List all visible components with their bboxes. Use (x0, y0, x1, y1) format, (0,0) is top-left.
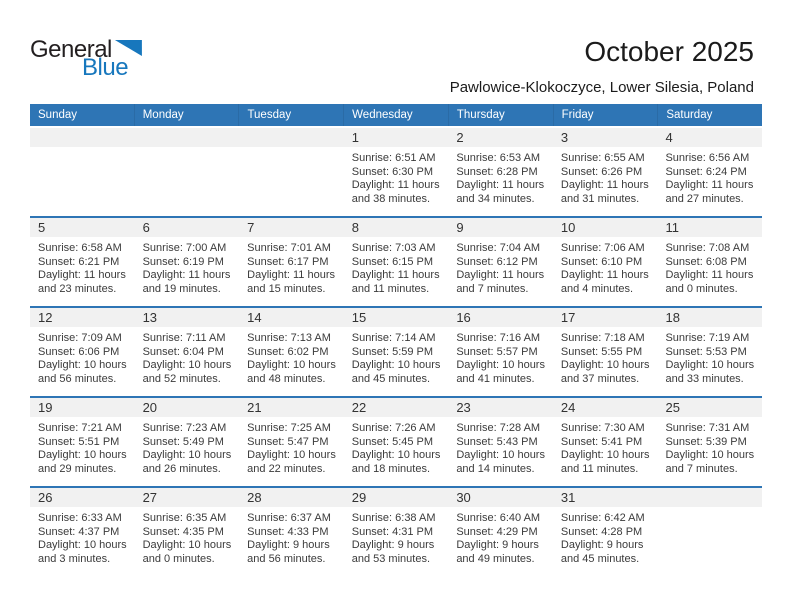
daylight-text-line2: and 19 minutes. (142, 282, 221, 295)
sunset-text: Sunset: 6:12 PM (456, 255, 538, 268)
daylight-text-line2: and 48 minutes. (247, 372, 326, 385)
daylight-text-line2: and 52 minutes. (142, 372, 221, 385)
sunrise-text: Sunrise: 7:06 AM (560, 242, 645, 254)
daylight-text-line2: and 41 minutes. (456, 372, 535, 385)
day-cell-24 (553, 398, 658, 486)
sunset-text: Sunset: 6:21 PM (38, 255, 120, 268)
empty-day-cell (239, 128, 344, 216)
sunset-text: Sunset: 4:31 PM (351, 525, 434, 538)
day-number: 17 (553, 308, 658, 327)
sunrise-text: Sunrise: 7:09 AM (38, 332, 122, 344)
empty-day-cell (135, 128, 240, 216)
sunset-text: Sunset: 5:51 PM (38, 435, 120, 448)
day-number: 28 (239, 488, 344, 507)
daylight-text-line1: Daylight: 9 hours (456, 539, 539, 551)
day-number: 16 (448, 308, 553, 327)
sunrise-text: Sunrise: 7:30 AM (560, 422, 645, 434)
sunset-text: Sunset: 6:17 PM (247, 255, 329, 268)
sunset-text: Sunset: 5:53 PM (665, 345, 747, 358)
daylight-text-line2: and 14 minutes. (456, 462, 535, 475)
day-cell-1 (344, 128, 449, 216)
daylight-text-line1: Daylight: 10 hours (142, 539, 232, 551)
daylight-text-line1: Daylight: 10 hours (351, 449, 441, 461)
week-row-1 (30, 126, 762, 216)
calendar-weeks (30, 126, 762, 576)
daylight-text-line2: and 31 minutes. (560, 192, 640, 205)
daylight-text-line2: and 3 minutes. (38, 552, 111, 565)
sunrise-text: Sunrise: 7:16 AM (456, 332, 541, 344)
daylight-text-line1: Daylight: 10 hours (665, 359, 755, 371)
day-number: 12 (30, 308, 135, 327)
sunset-text: Sunset: 6:02 PM (247, 345, 329, 358)
daylight-text-line2: and 45 minutes. (560, 552, 640, 565)
daylight-text-line1: Daylight: 10 hours (351, 359, 441, 371)
sunrise-text: Sunrise: 7:13 AM (247, 332, 331, 344)
daylight-text-line1: Daylight: 11 hours (38, 269, 126, 281)
daylight-text-line2: and 56 minutes. (38, 372, 117, 385)
daylight-text-line2: and 56 minutes. (247, 552, 326, 565)
day-cell-3 (553, 128, 658, 216)
day-number: 11 (657, 218, 762, 237)
day-cell-8 (344, 218, 449, 306)
daylight-text-line1: Daylight: 10 hours (560, 449, 650, 461)
day-number: 22 (344, 398, 449, 417)
day-cell-30 (448, 488, 553, 576)
week-row-3 (30, 306, 762, 396)
daylight-text-line2: and 15 minutes. (247, 282, 326, 295)
daylight-text-line1: Daylight: 11 hours (351, 269, 440, 281)
daylight-text-line1: Daylight: 11 hours (560, 179, 649, 191)
daylight-text-line1: Daylight: 10 hours (456, 359, 545, 371)
empty-day-cell (30, 128, 135, 216)
daylight-text-line1: Daylight: 9 hours (351, 539, 435, 551)
day-number-band-empty (135, 128, 240, 147)
sunset-text: Sunset: 4:37 PM (38, 525, 120, 538)
sunrise-text: Sunrise: 7:23 AM (142, 422, 227, 434)
day-cell-26 (30, 488, 135, 576)
sunrise-text: Sunrise: 6:56 AM (665, 152, 750, 164)
day-cell-13 (135, 308, 240, 396)
daylight-text-line2: and 4 minutes. (560, 282, 634, 295)
day-number: 7 (239, 218, 344, 237)
sunrise-text: Sunrise: 7:08 AM (665, 242, 750, 254)
weekday-header-sunday: Sunday (38, 109, 78, 121)
sunset-text: Sunset: 5:47 PM (247, 435, 329, 448)
sunrise-text: Sunrise: 6:40 AM (456, 512, 541, 524)
day-number: 2 (448, 128, 553, 147)
daylight-text-line1: Daylight: 10 hours (456, 449, 545, 461)
daylight-text-line1: Daylight: 11 hours (351, 179, 440, 191)
day-cell-16 (448, 308, 553, 396)
weekday-header-monday: Monday (134, 104, 239, 126)
day-number: 31 (553, 488, 658, 507)
empty-day-cell (657, 488, 762, 576)
weekday-header-saturday: Saturday (657, 104, 762, 126)
weekday-header-wednesday: Wednesday (343, 104, 448, 126)
day-number: 30 (448, 488, 553, 507)
sunset-text: Sunset: 5:55 PM (560, 345, 643, 358)
daylight-text-line2: and 45 minutes. (351, 372, 431, 385)
day-cell-2 (448, 128, 553, 216)
day-cell-11 (657, 218, 762, 306)
sunset-text: Sunset: 4:35 PM (142, 525, 224, 538)
day-number: 15 (344, 308, 449, 327)
day-number: 8 (344, 218, 449, 237)
daylight-text-line2: and 27 minutes. (665, 192, 744, 205)
daylight-text-line1: Daylight: 10 hours (247, 449, 336, 461)
weekday-header-row (30, 104, 762, 126)
day-number: 3 (553, 128, 658, 147)
weekday-header-tuesday: Tuesday (238, 104, 343, 126)
day-cell-5 (30, 218, 135, 306)
sunset-text: Sunset: 6:26 PM (560, 165, 643, 178)
weekday-header-thursday: Thursday (448, 104, 553, 126)
day-number: 25 (657, 398, 762, 417)
day-number: 19 (30, 398, 135, 417)
day-cell-27 (135, 488, 240, 576)
week-row-4 (30, 396, 762, 486)
daylight-text-line1: Daylight: 11 hours (247, 269, 336, 281)
calendar-grid (30, 104, 762, 576)
daylight-text-line2: and 7 minutes. (665, 462, 738, 475)
sunrise-text: Sunrise: 7:04 AM (456, 242, 541, 254)
daylight-text-line1: Daylight: 11 hours (560, 269, 649, 281)
sunrise-text: Sunrise: 6:53 AM (456, 152, 541, 164)
daylight-text-line2: and 0 minutes. (665, 282, 738, 295)
logo-text-general: General (30, 36, 112, 63)
logo-text-blue: Blue (82, 54, 129, 81)
sunset-text: Sunset: 6:15 PM (351, 255, 434, 268)
day-number: 13 (135, 308, 240, 327)
day-cell-7 (239, 218, 344, 306)
sunrise-text: Sunrise: 6:58 AM (38, 242, 122, 254)
day-number: 20 (135, 398, 240, 417)
sunrise-text: Sunrise: 6:55 AM (560, 152, 645, 164)
daylight-text-line1: Daylight: 9 hours (560, 539, 644, 551)
day-cell-10 (553, 218, 658, 306)
day-cell-15 (344, 308, 449, 396)
sunset-text: Sunset: 4:33 PM (247, 525, 329, 538)
daylight-text-line1: Daylight: 10 hours (142, 449, 232, 461)
sunrise-text: Sunrise: 7:31 AM (665, 422, 750, 434)
day-cell-23 (448, 398, 553, 486)
daylight-text-line1: Daylight: 10 hours (560, 359, 650, 371)
sunrise-text: Sunrise: 6:42 AM (560, 512, 645, 524)
daylight-text-line2: and 33 minutes. (665, 372, 744, 385)
daylight-text-line2: and 11 minutes. (351, 282, 430, 295)
sunrise-text: Sunrise: 7:14 AM (351, 332, 436, 344)
sunset-text: Sunset: 4:29 PM (456, 525, 538, 538)
day-number: 18 (657, 308, 762, 327)
day-number: 29 (344, 488, 449, 507)
day-cell-19 (30, 398, 135, 486)
daylight-text-line1: Daylight: 11 hours (665, 179, 754, 191)
sunrise-text: Sunrise: 6:37 AM (247, 512, 331, 524)
day-cell-20 (135, 398, 240, 486)
sunrise-text: Sunrise: 7:01 AM (247, 242, 331, 254)
sunrise-text: Sunrise: 7:21 AM (38, 422, 122, 434)
day-cell-25 (657, 398, 762, 486)
day-number: 21 (239, 398, 344, 417)
sunrise-text: Sunrise: 7:19 AM (665, 332, 750, 344)
day-cell-28 (239, 488, 344, 576)
daylight-text-line2: and 0 minutes. (142, 552, 215, 565)
day-number: 10 (553, 218, 658, 237)
sunset-text: Sunset: 6:30 PM (351, 165, 434, 178)
day-number: 26 (30, 488, 135, 507)
daylight-text-line1: Daylight: 10 hours (142, 359, 232, 371)
sunrise-text: Sunrise: 6:33 AM (38, 512, 122, 524)
day-number: 5 (30, 218, 135, 237)
daylight-text-line2: and 7 minutes. (456, 282, 529, 295)
day-cell-18 (657, 308, 762, 396)
sunset-text: Sunset: 5:43 PM (456, 435, 538, 448)
daylight-text-line2: and 34 minutes. (456, 192, 535, 205)
daylight-text-line2: and 49 minutes. (456, 552, 535, 565)
day-number: 23 (448, 398, 553, 417)
daylight-text-line1: Daylight: 11 hours (456, 179, 545, 191)
day-cell-6 (135, 218, 240, 306)
day-cell-14 (239, 308, 344, 396)
daylight-text-line2: and 38 minutes. (351, 192, 431, 205)
day-number: 4 (657, 128, 762, 147)
day-number-band-empty (30, 128, 135, 147)
day-number: 24 (553, 398, 658, 417)
daylight-text-line1: Daylight: 11 hours (142, 269, 231, 281)
sunset-text: Sunset: 6:08 PM (665, 255, 747, 268)
sunset-text: Sunset: 6:06 PM (38, 345, 120, 358)
day-cell-4 (657, 128, 762, 216)
sunrise-text: Sunrise: 6:35 AM (142, 512, 227, 524)
sunrise-text: Sunrise: 7:26 AM (351, 422, 436, 434)
day-number: 9 (448, 218, 553, 237)
day-cell-22 (344, 398, 449, 486)
daylight-text-line1: Daylight: 10 hours (665, 449, 755, 461)
day-cell-21 (239, 398, 344, 486)
sunrise-text: Sunrise: 7:28 AM (456, 422, 541, 434)
sunset-text: Sunset: 6:24 PM (665, 165, 747, 178)
sunrise-text: Sunrise: 7:18 AM (560, 332, 645, 344)
sunset-text: Sunset: 5:45 PM (351, 435, 434, 448)
daylight-text-line2: and 53 minutes. (351, 552, 431, 565)
day-cell-29 (344, 488, 449, 576)
day-number: 6 (135, 218, 240, 237)
page-title: October 2025 (584, 36, 754, 67)
sunrise-text: Sunrise: 7:00 AM (142, 242, 227, 254)
daylight-text-line2: and 22 minutes. (247, 462, 326, 475)
daylight-text-line1: Daylight: 10 hours (38, 359, 127, 371)
sunset-text: Sunset: 5:57 PM (456, 345, 538, 358)
daylight-text-line2: and 37 minutes. (560, 372, 640, 385)
sunset-text: Sunset: 5:39 PM (665, 435, 747, 448)
sunrise-text: Sunrise: 7:11 AM (142, 332, 226, 344)
sunset-text: Sunset: 4:28 PM (560, 525, 643, 538)
daylight-text-line1: Daylight: 10 hours (38, 449, 127, 461)
day-cell-9 (448, 218, 553, 306)
daylight-text-line2: and 11 minutes. (560, 462, 639, 475)
daylight-text-line2: and 26 minutes. (142, 462, 221, 475)
daylight-text-line2: and 18 minutes. (351, 462, 431, 475)
general-blue-logo (30, 38, 142, 80)
sunset-text: Sunset: 6:19 PM (142, 255, 224, 268)
sunrise-text: Sunrise: 6:51 AM (351, 152, 436, 164)
week-row-2 (30, 216, 762, 306)
day-number: 27 (135, 488, 240, 507)
daylight-text-line2: and 23 minutes. (38, 282, 117, 295)
sunset-text: Sunset: 6:10 PM (560, 255, 643, 268)
weekday-header-friday: Friday (553, 104, 658, 126)
sunset-text: Sunset: 5:59 PM (351, 345, 434, 358)
sunrise-text: Sunrise: 6:38 AM (351, 512, 436, 524)
sunrise-text: Sunrise: 7:25 AM (247, 422, 331, 434)
sunset-text: Sunset: 5:41 PM (560, 435, 643, 448)
daylight-text-line1: Daylight: 10 hours (38, 539, 127, 551)
sunset-text: Sunset: 6:04 PM (142, 345, 224, 358)
daylight-text-line1: Daylight: 11 hours (456, 269, 545, 281)
daylight-text-line1: Daylight: 9 hours (247, 539, 330, 551)
day-cell-12 (30, 308, 135, 396)
sunset-text: Sunset: 5:49 PM (142, 435, 224, 448)
week-row-5 (30, 486, 762, 576)
page-location-subtitle: Pawlowice-Klokoczyce, Lower Silesia, Poland (449, 79, 754, 96)
daylight-text-line2: and 29 minutes. (38, 462, 117, 475)
day-number-band-empty (657, 488, 762, 507)
day-cell-31 (553, 488, 658, 576)
daylight-text-line1: Daylight: 11 hours (665, 269, 754, 281)
sunrise-text: Sunrise: 7:03 AM (351, 242, 436, 254)
daylight-text-line1: Daylight: 10 hours (247, 359, 336, 371)
day-cell-17 (553, 308, 658, 396)
day-number-band-empty (239, 128, 344, 147)
day-number: 14 (239, 308, 344, 327)
sunset-text: Sunset: 6:28 PM (456, 165, 538, 178)
day-number: 1 (344, 128, 449, 147)
